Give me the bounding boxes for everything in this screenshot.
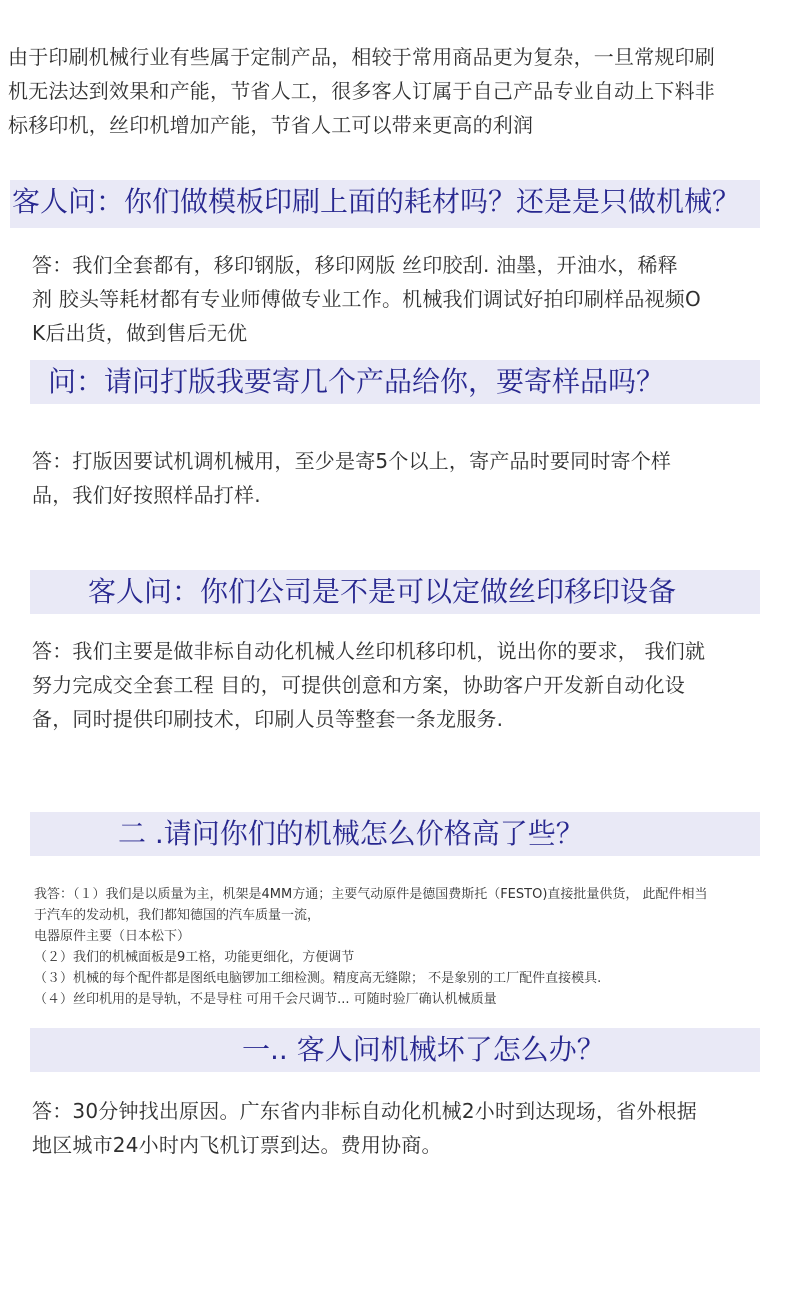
answer-line: 答：我们全套都有，移印钢版，移印网版 丝印胶刮. 油墨，开油水，稀释 [32, 253, 678, 277]
intro-line: 由于印刷机械行业有些属于定制产品，相较于常用商品更为复杂，一旦常规印刷 [8, 45, 715, 69]
answer-line: K后出货，做到售后无优 [32, 321, 248, 345]
faq-answer-samples [32, 444, 772, 512]
faq-question-consumables [10, 180, 760, 228]
faq-question-samples [30, 360, 760, 404]
faq-answer-consumables [32, 248, 772, 350]
answer-line: （３）机械的每个配件都是图纸电脑锣加工细检测。精度高无缝隙； 不是象别的工厂配件直接模具. [34, 971, 602, 986]
answer-line: 答：打版因要试机调机械用，至少是寄5个以上，寄产品时要同时寄个样 [32, 449, 672, 473]
answer-line: 剂 胶头等耗材都有专业师傅做专业工作。机械我们调试好拍印刷样品视频O [32, 287, 701, 311]
faq-question-breakdown [30, 1028, 760, 1072]
answer-line: 努力完成交全套工程 目的，可提供创意和方案，协助客户开发新自动化设 [32, 673, 685, 697]
question-text: 二 .请问你们的机械怎么价格高了些？ [118, 817, 584, 850]
question-text: 问：请问打版我要寄几个产品给你，要寄样品吗？ [48, 365, 665, 398]
faq-question-price [30, 812, 760, 856]
answer-line: 备，同时提供印刷技术，印刷人员等整套一条龙服务. [32, 707, 504, 731]
answer-line: 电器原件主要（日本松下） [34, 929, 191, 944]
intro-line: 机无法达到效果和产能，节省人工，很多客人订属于自己产品专业自动上下料非 [8, 79, 715, 103]
faq-answer-custom-equipment [32, 634, 772, 736]
answer-line: 于汽车的发动机，我们都知德国的汽车质量一流， [34, 908, 321, 923]
answer-line: 地区城市24小时内飞机订票到达。费用协商。 [32, 1133, 442, 1157]
answer-line: （４）丝印机用的是导轨，不是导柱 可用千会尺调节... 可随时验厂确认机械质量 [34, 992, 497, 1007]
answer-line: 答：30分钟找出原因。广东省内非标自动化机械2小时到达现场，省外根据 [32, 1099, 697, 1123]
faq-answer-breakdown [32, 1094, 772, 1162]
faq-question-custom-equipment [30, 570, 760, 614]
question-text: 一.. 客人问机械坏了怎么办？ [242, 1033, 605, 1066]
answer-line: （２）我们的机械面板是9工格，功能更细化，方便调节 [34, 950, 355, 965]
answer-line: 品，我们好按照样品打样. [32, 483, 261, 507]
faq-answer-price [34, 884, 770, 1010]
question-text: 客人问：你们做模板印刷上面的耗材吗？还是是只做机械？ [12, 185, 741, 218]
question-text: 客人问：你们公司是不是可以定做丝印移印设备 [88, 575, 677, 608]
intro-line: 标移印机，丝印机增加产能，节省人工可以带来更高的利润 [8, 113, 534, 137]
answer-line: 答：我们主要是做非标自动化机械人丝印机移印机，说出你的要求， 我们就 [32, 639, 706, 663]
answer-line: 我答：（１）我们是以质量为主，机架是4MM方通；主要气动原件是德国费斯托（FESTO)直接批量供货， 此配件相当 [34, 887, 708, 902]
intro-paragraph [8, 40, 784, 142]
